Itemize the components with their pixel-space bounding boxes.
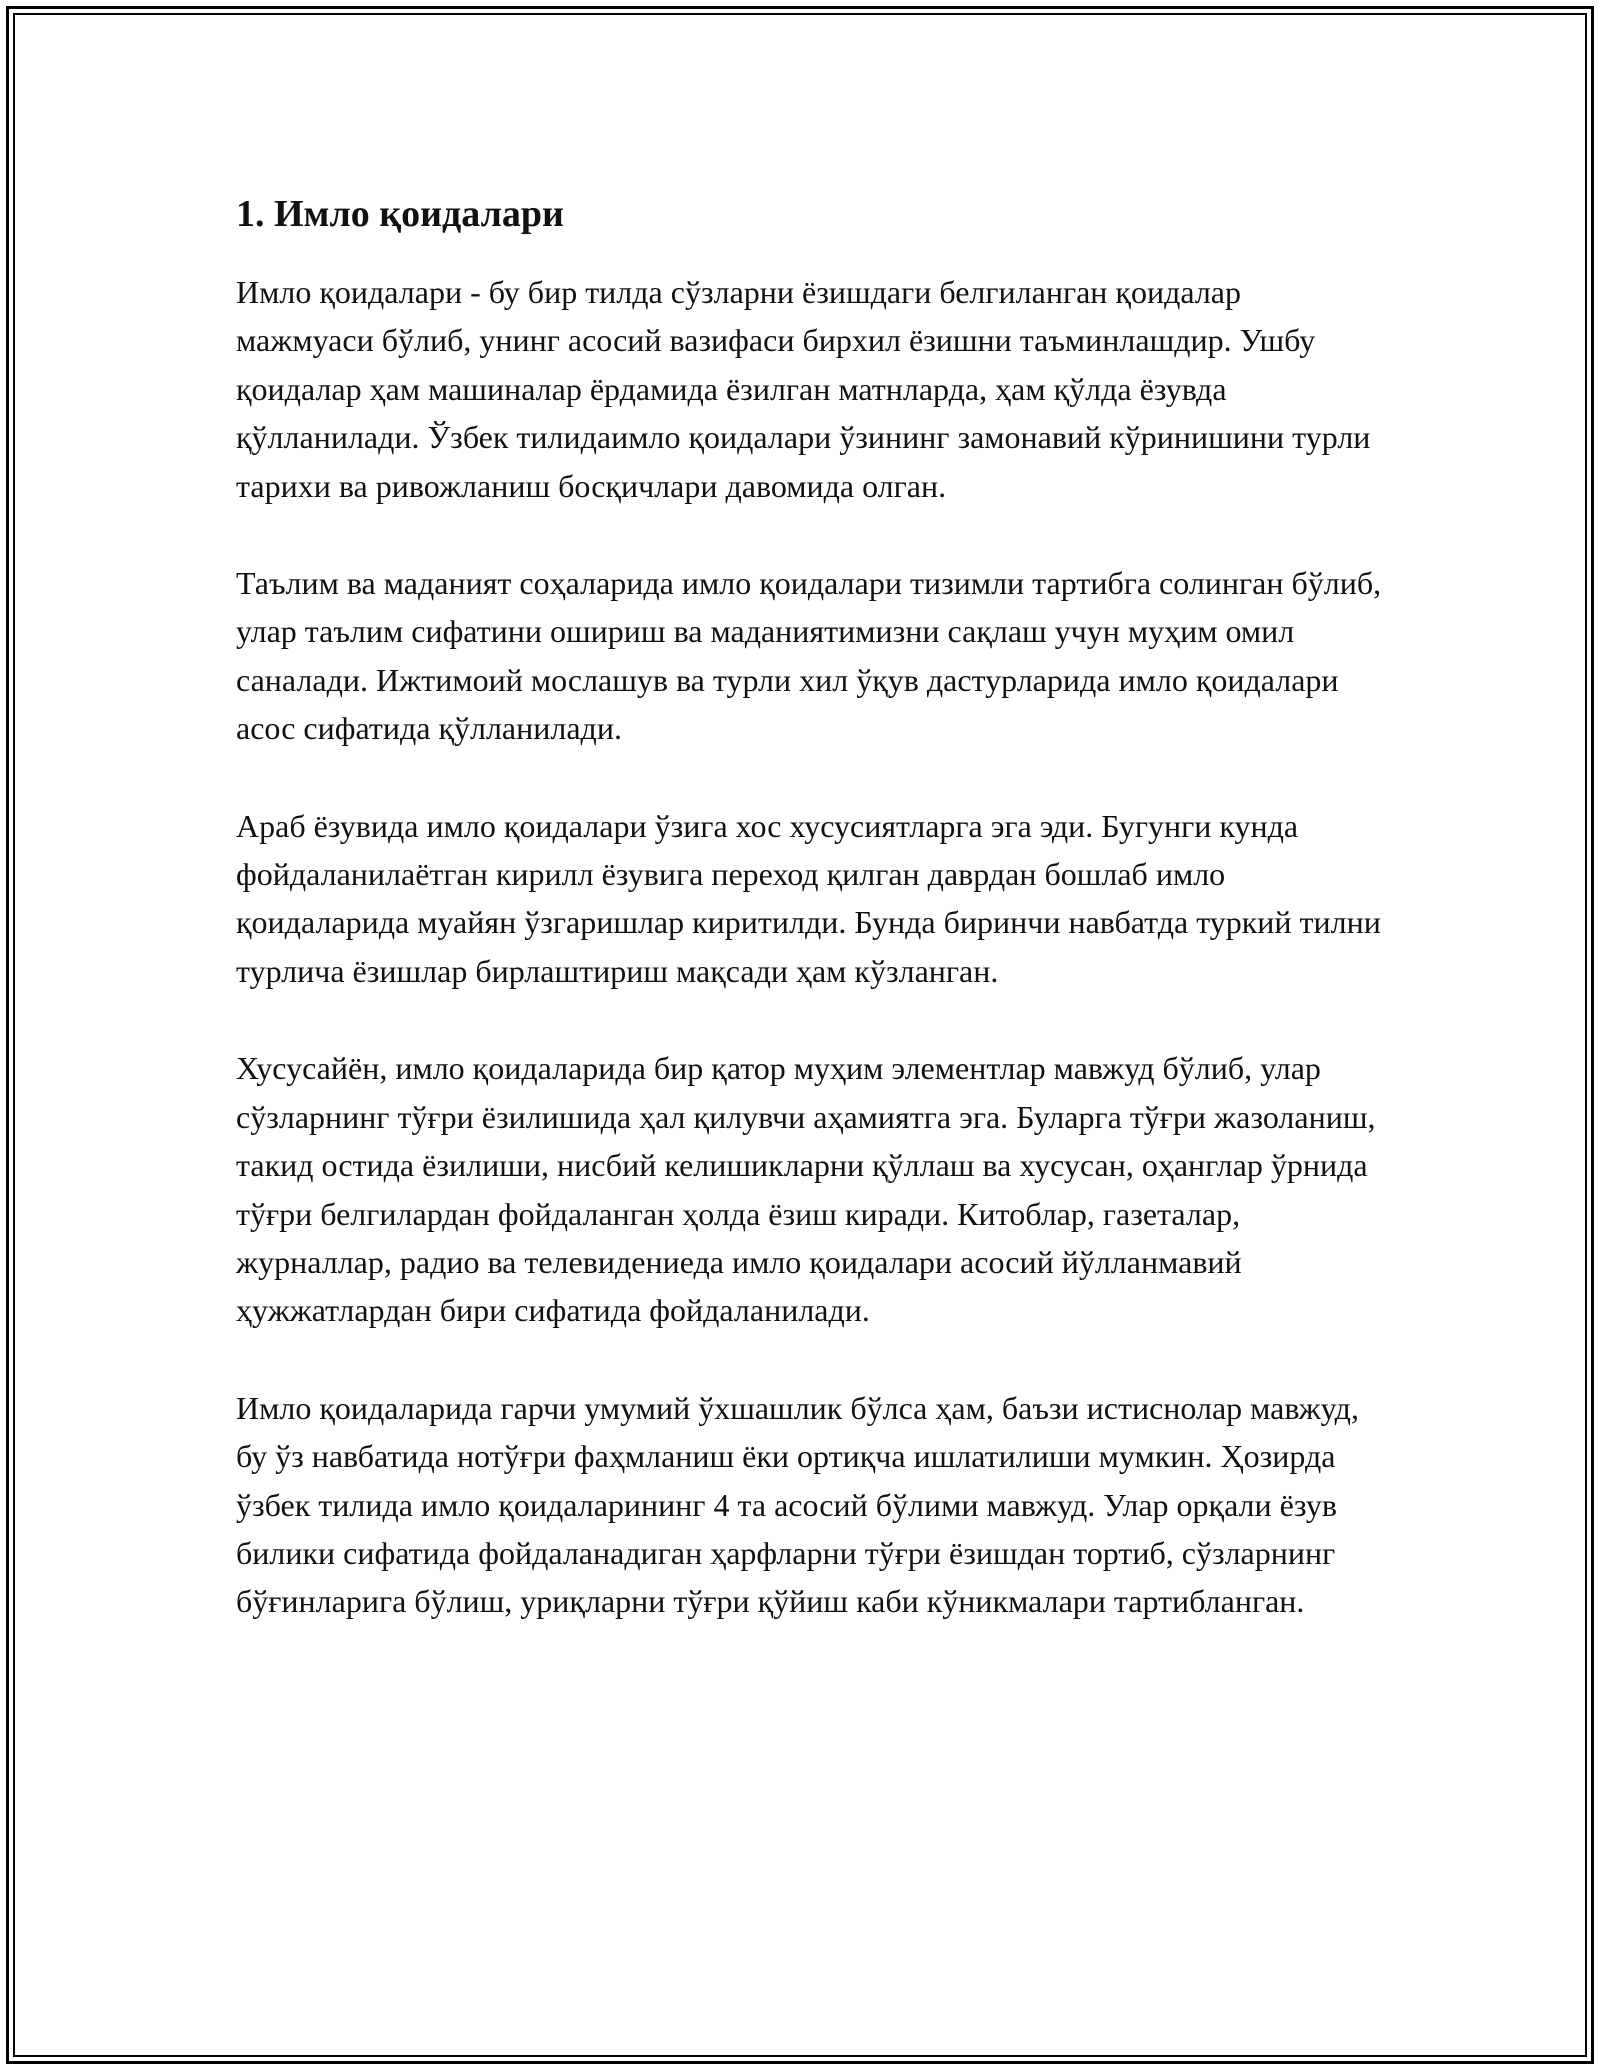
paragraph-3: Араб ёзувида имло қоидалари ўзига хос хусусиятларга эга эди. Бугунги кунда фойдаланилаётган кирилл ёзувига переход қилган даврдан бошлаб имло қоидаларида муайян ўзгаришлар киритилди. Бунда биринчи навбатда туркий тилни турлича ёзишлар бирлаштириш мақсади ҳам кўзланган. xyxy=(236,807,1381,989)
paragraph-5: Имло қоидаларида гарчи умумий ўхшашлик бўлса ҳам, баъзи истиснолар мавжуд, бу ўз навбатида нотўғри фаҳмланиш ёки ортиқча ишлатилиши мумкин. Ҳозирда ўзбек тилида имло қоидаларининг 4 та асосий бўлими мавжуд. Улар орқали ёзув билики сифатида фойдаланадиган ҳарфларни тўғри ёзишдан тортиб, сўзларнинг бўғинларига бўлиш, уриқларни тўғри қўйиш каби кўникмалари тартибланган. xyxy=(236,1389,1359,1620)
paragraph-1: Имло қоидалари - бу бир тилда сўзларни ёзишдаги белгиланган қоидалар мажмуаси бўлиб, унинг асосий вазифаси бирхил ёзишни таъминлашдир. Ушбу қоидалар ҳам машиналар ёрдамида ёзилган матнларда, ҳам қўлда ёзувда қўлланилади. Ўзбек тилидаимло қоидалари ўзининг замонавий кўринишини турли тарихи ва ривожланиш босқичлари давомида олган. xyxy=(236,274,1371,504)
paragraph-4: Хусусайён, имло қоидаларида бир қатор муҳим элементлар мавжуд бўлиб, улар сўзларнинг тўғри ёзилишида ҳал қилувчи аҳамиятга эга. Буларга тўғри жазоланиш, такид остида ёзилиши, нисбий келишикларни қўллаш ва хусусан, оҳанглар ўрнида тўғри белгилардан фойдаланган ҳолда ёзиш киради. Китоблар, газеталар, журналлар, радио ва телевидениеда имло қоидалари асосий йўлланмавий ҳужжатлардан бири сифатида фойдаланилади. xyxy=(236,1050,1376,1329)
section-heading: 1. Имло қоидалари xyxy=(236,193,564,235)
document-body xyxy=(236,186,1386,1675)
paragraph-2: Таълим ва маданият соҳаларида имло қоидалари тизимли тартибга солинган бўлиб, улар таълим сифатини ошириш ва маданиятимизни сақлаш учун муҳим омил саналади. Ижтимоий мослашув ва турли хил ўқув дастурларида имло қоидалари асос сифатида қўлланилади. xyxy=(236,565,1382,747)
